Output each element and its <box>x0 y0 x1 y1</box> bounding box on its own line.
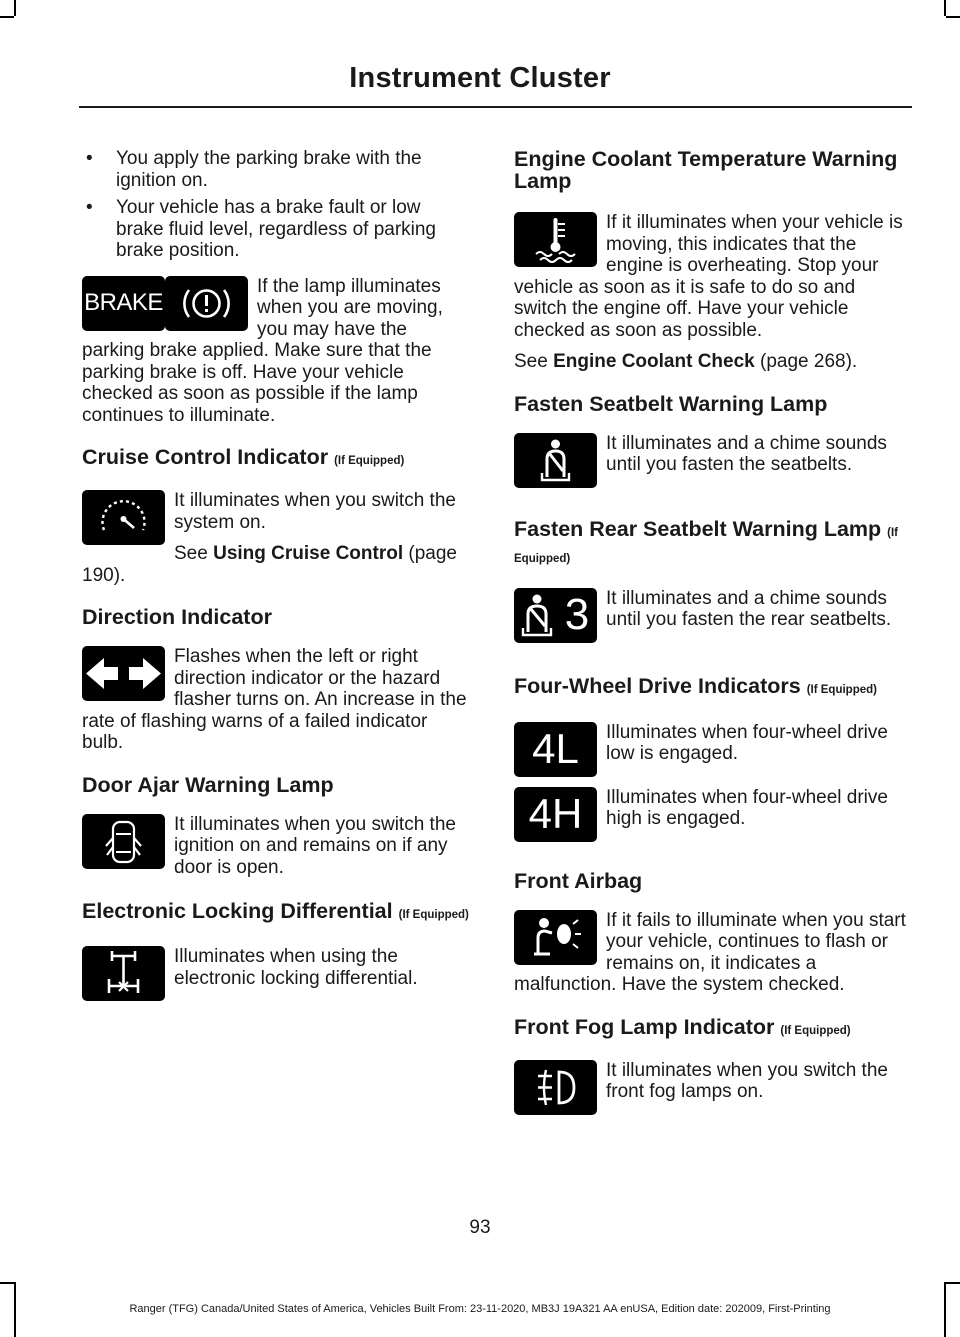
coolant-description: If it illuminates when your vehicle is moving, this indicates that the engine is overheating. Stop your vehicle as soon as it is safe to do so and switch the engine off. Have your vehicle checked as soon as possible. <box>514 212 903 341</box>
cruise-control-icon <box>82 490 165 545</box>
crop-mark <box>0 1282 14 1284</box>
rear-seatbelt-icon: 3 <box>514 588 597 643</box>
coolant-heading: Engine Coolant Temperature Warning Lamp <box>514 147 898 193</box>
door-description: It illuminates when you switch the ignition on and remains on if any door is open. <box>174 813 456 878</box>
crop-mark <box>0 16 14 18</box>
fourwd-low-section <box>514 722 909 785</box>
door-section <box>82 814 472 879</box>
fog-description: It illuminates when you switch the front fog lamps on. <box>606 1059 888 1102</box>
rear-seatbelt-section <box>514 588 909 651</box>
brake-description: If the lamp illuminates when you are moving, you may have the parking brake applied. Make sure that the parking brake is off. Have your vehicle checked as soon as possible if the lamp continues to illuminate. <box>82 275 443 426</box>
airbag-section <box>514 910 909 996</box>
header-divider <box>79 106 912 108</box>
seatbelt-description: It illuminates and a chime sounds until you fasten the seatbelts. <box>606 432 887 475</box>
brake-warning-icon <box>165 276 248 331</box>
door-ajar-icon <box>82 814 165 869</box>
fourwd-high-section <box>514 787 909 850</box>
diff-section <box>82 946 472 1009</box>
fog-section <box>514 1060 909 1123</box>
right-column <box>514 148 909 1125</box>
locking-differential-icon <box>82 946 165 1001</box>
footer-edition-info: Ranger (TFG) Canada/United States of America, Vehicles Built From: 23-11-2020, MB3J 19A321 AA enUSA, Edition date: 202009, First-Printing <box>129 1303 831 1315</box>
diff-description: Illuminates when using the electronic locking differential. <box>174 946 418 989</box>
cruise-description: It illuminates when you switch the system on. <box>174 490 456 533</box>
fourwd-low-description: Illuminates when four-wheel drive low is engaged. <box>606 721 888 764</box>
coolant-page-link[interactable]: Engine Coolant Check <box>553 351 755 372</box>
seatbelt-section <box>514 433 909 496</box>
page-title: Instrument Cluster <box>349 62 611 94</box>
fog-heading: Front Fog Lamp Indicator (If Equipped) <box>514 1014 851 1039</box>
cruise-heading: Cruise Control Indicator (If Equipped) <box>82 445 405 469</box>
crop-mark <box>946 16 960 18</box>
fourwd-heading: Four-Wheel Drive Indicators (If Equipped) <box>514 673 877 698</box>
airbag-heading: Front Airbag <box>514 868 643 893</box>
coolant-section <box>514 212 909 373</box>
front-fog-lamp-icon <box>514 1060 597 1115</box>
crop-mark <box>14 0 16 16</box>
brake-text-icon: BRAKE <box>82 276 165 331</box>
direction-description: Flashes when the left or right direction indicator or the hazard flasher turns on. An increase in the rate of flashing warns of a failed indicator bulb. <box>82 646 467 753</box>
four-wheel-high-icon: 4H <box>514 787 597 842</box>
page-number: 93 <box>469 1217 491 1238</box>
list-item: • You apply the parking brake with the ignition on. <box>86 148 422 191</box>
turn-arrows-icon <box>82 646 165 701</box>
direction-heading: Direction Indicator <box>82 605 272 629</box>
cruise-section <box>82 490 472 586</box>
fourwd-high-description: Illuminates when four-wheel drive high is engaged. <box>606 786 888 829</box>
crop-mark <box>944 0 946 16</box>
seatbelt-icon <box>514 433 597 488</box>
airbag-description: If it fails to illuminate when you start your vehicle, continues to flash or remains on, it indicates a malfunction. Have the system checked. <box>514 909 906 995</box>
door-heading: Door Ajar Warning Lamp <box>82 772 334 797</box>
coolant-reference: See Engine Coolant Check (page 268). <box>514 351 858 372</box>
list-item: • Your vehicle has a brake fault or low brake fluid level, regardless of parking brake position. <box>86 197 437 261</box>
rear-seatbelt-heading: Fasten Rear Seatbelt Warning Lamp (If Equipped) <box>514 516 899 565</box>
cruise-page-link[interactable]: Using Cruise Control <box>213 543 404 564</box>
direction-section <box>82 646 472 754</box>
four-wheel-low-icon: 4L <box>514 722 597 777</box>
seatbelt-heading: Fasten Seatbelt Warning Lamp <box>514 391 828 416</box>
brake-section <box>82 276 472 427</box>
rear-seatbelt-description: It illuminates and a chime sounds until you fasten the rear seatbelts. <box>606 587 892 630</box>
left-column <box>82 148 472 1011</box>
diff-heading: Electronic Locking Differential (If Equipped) <box>82 899 469 923</box>
crop-mark <box>946 1282 960 1284</box>
coolant-temperature-icon <box>514 212 597 267</box>
airbag-icon <box>514 910 597 965</box>
cruise-reference: See Using Cruise Control (page 190). <box>82 543 457 586</box>
